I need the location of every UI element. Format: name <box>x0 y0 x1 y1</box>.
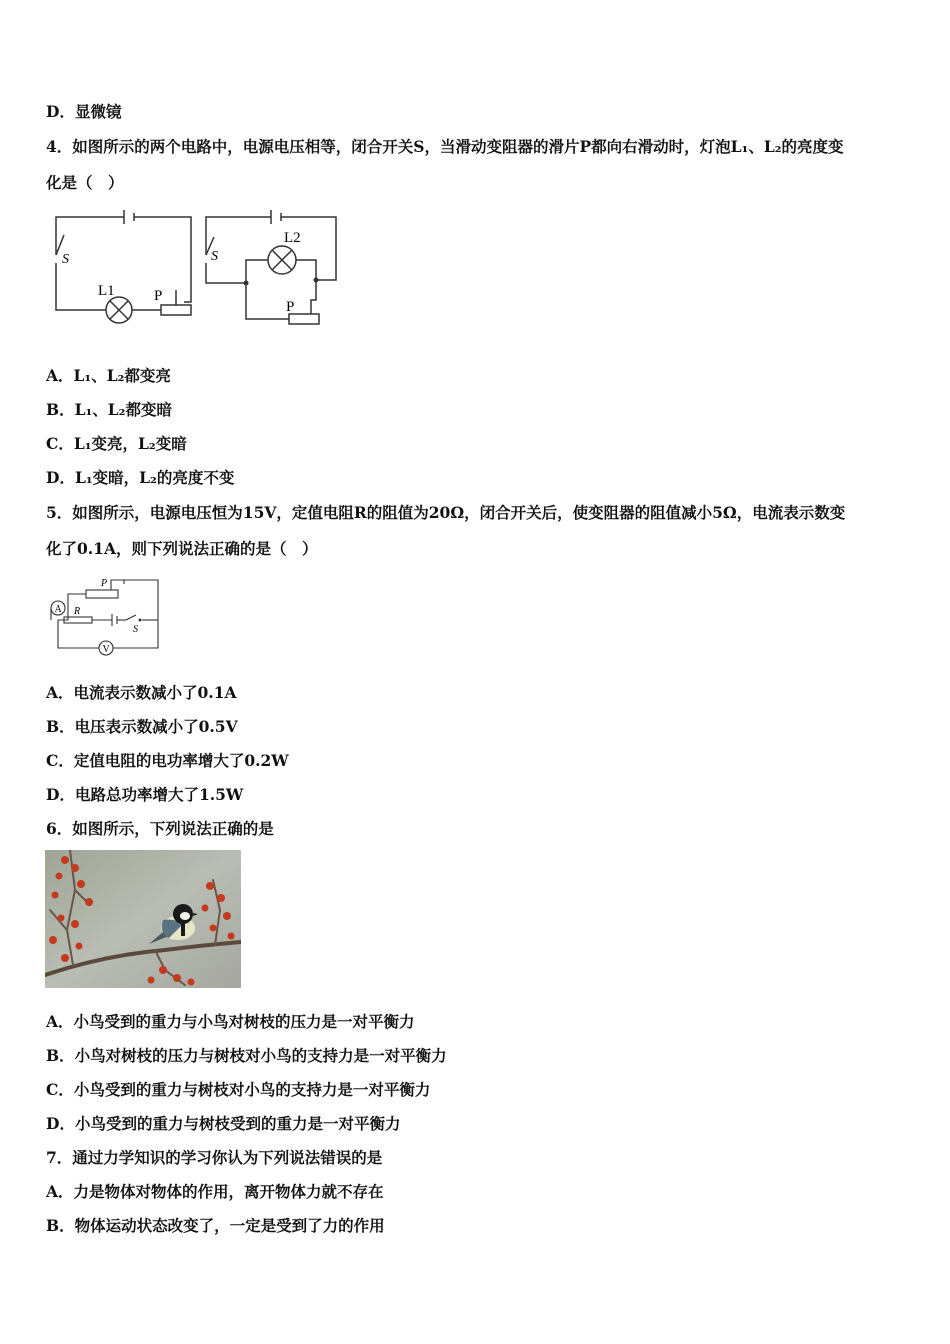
q6-option-c: C．小鸟受到的重力与树枝对小鸟的支持力是一对平衡力 <box>46 1080 431 1099</box>
q4-circuit-figure <box>46 205 346 330</box>
q5-resistor-label: R <box>74 606 81 617</box>
q4-option-a: A．L₁、L₂都变亮 <box>46 366 171 385</box>
q5-stem-line1: 5．如图所示，电源电压恒为15V，定值电阻R的阻值为20Ω，闭合开关后，使变阻器的阻值减小5Ω，电流表示数变 <box>46 503 846 522</box>
q6-option-b: B．小鸟对树枝的压力与树枝对小鸟的支持力是一对平衡力 <box>46 1046 447 1065</box>
bird-on-branch-photo <box>45 850 241 988</box>
q5-option-d: D．电路总功率增大了1.5W <box>46 785 244 804</box>
q5-ammeter-label: A <box>54 604 62 615</box>
q4-slider2-label: P <box>286 299 295 315</box>
q4-switch2-label: S <box>211 249 218 264</box>
q4-option-c: C．L₁变亮，L₂变暗 <box>46 434 187 453</box>
q4-option-d: D．L₁变暗，L₂的亮度不变 <box>46 468 235 487</box>
q5-stem-line2: 化了0.1A，则下列说法正确的是（ ） <box>46 539 318 558</box>
q5-slider-label: P <box>101 578 108 589</box>
q4-stem-line2: 化是（ ） <box>46 173 124 192</box>
q6-option-a: A．小鸟受到的重力与小鸟对树枝的压力是一对平衡力 <box>46 1012 415 1031</box>
q3-option-d: D．显微镜 <box>46 102 122 121</box>
q5-option-c: C．定值电阻的电功率增大了0.2W <box>46 751 289 770</box>
q6-option-d: D．小鸟受到的重力与树枝受到的重力是一对平衡力 <box>46 1114 401 1133</box>
q5-option-a: A．电流表示数减小了0.1A <box>46 683 237 702</box>
q4-slider-label: P <box>154 288 163 304</box>
q4-option-b: B．L₁、L₂都变暗 <box>46 400 172 419</box>
q4-lamp2-label: L2 <box>284 230 301 246</box>
q4-lamp1-label: L1 <box>98 283 115 299</box>
q5-circuit-figure <box>46 572 166 662</box>
q7-option-b: B．物体运动状态改变了，一定是受到了力的作用 <box>46 1216 385 1235</box>
q5-switch-label: S <box>133 624 138 635</box>
q6-stem: 6．如图所示，下列说法正确的是 <box>46 819 274 838</box>
q5-voltmeter-label: V <box>102 644 110 655</box>
q4-switch-label: S <box>62 252 69 267</box>
q7-stem: 7．通过力学知识的学习你认为下列说法错误的是 <box>46 1148 383 1167</box>
q5-option-b: B．电压表示数减小了0.5V <box>46 717 238 736</box>
q7-option-a: A．力是物体对物体的作用，离开物体力就不存在 <box>46 1182 384 1201</box>
q4-stem-line1: 4．如图所示的两个电路中，电源电压相等，闭合开关S，当滑动变阻器的滑片P都向右滑动时，灯泡L₁、L₂的亮度变 <box>46 137 844 156</box>
